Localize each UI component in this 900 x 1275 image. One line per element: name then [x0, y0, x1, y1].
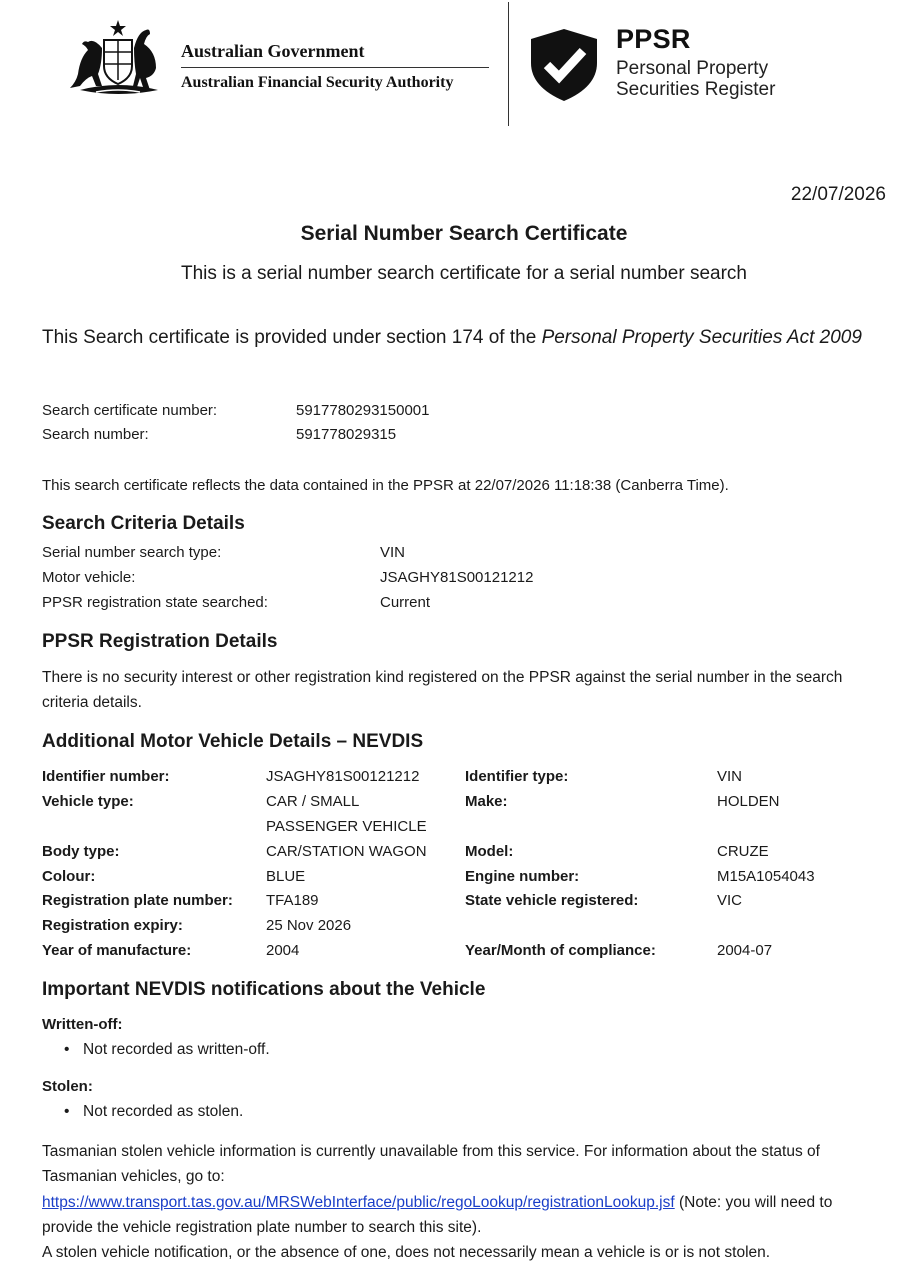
stolen-disclaimer: A stolen vehicle notification, or the absence of one, does not necessarily mean a vehicle is or is not stolen.: [42, 1244, 771, 1261]
certificate-number-label: Search certificate number:: [42, 402, 218, 419]
statute-prefix: This Search certificate is provided under section 174 of the: [42, 327, 542, 348]
stolen-label: Stolen:: [42, 1078, 93, 1095]
vehicle-detail-label: Colour:: [42, 868, 96, 885]
page-title: Serial Number Search Certificate: [300, 222, 628, 245]
coat-of-arms-icon: [66, 18, 170, 103]
vehicle-detail-value: VIN: [717, 768, 743, 785]
vehicle-detail-label: Engine number:: [465, 868, 580, 885]
ppsr-full-name-line1: Personal Property: [616, 58, 769, 79]
vehicle-detail-label: Registration plate number:: [42, 892, 233, 909]
vehicle-detail-label: Registration expiry:: [42, 917, 183, 934]
criteria-label: PPSR registration state searched:: [42, 594, 268, 611]
vehicle-detail-label: Model:: [465, 843, 514, 860]
ppsr-full-name: [616, 58, 775, 100]
tasmania-lookup-link[interactable]: https://www.transport.tas.gov.au/MRSWebInterface/public/regoLookup/registrationLookup.jsf: [42, 1194, 675, 1211]
written-off-label: Written-off:: [42, 1016, 123, 1033]
criteria-value: JSAGHY81S00121212: [380, 569, 534, 586]
header-divider: [508, 2, 509, 126]
certificate-number-value: 5917780293150001: [296, 402, 430, 419]
vehicle-detail-label: Year of manufacture:: [42, 942, 192, 959]
vehicle-detail-value: BLUE: [266, 868, 306, 885]
certificate-date: 22/07/2026: [790, 184, 886, 205]
vehicle-detail-value: CAR/STATION WAGON: [266, 843, 427, 860]
registration-heading: PPSR Registration Details: [42, 631, 278, 652]
vehicle-detail-value: VIC: [717, 892, 743, 909]
vehicle-detail-value: CRUZE: [717, 843, 769, 860]
vehicle-detail-label: Body type:: [42, 843, 120, 860]
criteria-label: Serial number search type:: [42, 544, 222, 561]
tasmania-text: Tasmanian stolen vehicle information is currently unavailable from this service. For information about the status of Tasmanian vehicles, go to:: [42, 1143, 820, 1185]
vehicle-detail-label: Vehicle type:: [42, 793, 134, 810]
vehicle-detail-value: 25 Nov 2026: [266, 917, 352, 934]
vehicle-detail-value: TFA189: [266, 892, 319, 909]
page-subtitle: This is a serial number search certificate for a serial number search: [180, 263, 747, 284]
written-off-list: [42, 1041, 642, 1059]
vehicle-detail-value: PASSENGER VEHICLE: [266, 818, 427, 835]
vehicle-detail-value: 2004: [266, 942, 300, 959]
data-reflection-statement: This search certificate reflects the data contained in the PPSR at 22/07/2026 11:18:38 (Canberra Time).: [42, 477, 729, 494]
shield-check-icon: [527, 27, 601, 108]
vehicle-detail-value: 2004-07: [717, 942, 773, 959]
vehicle-detail-value: HOLDEN: [717, 793, 780, 810]
vehicle-detail-value: CAR / SMALL: [266, 793, 360, 810]
vehicle-detail-label: Make:: [465, 793, 508, 810]
vehicle-detail-label: Identifier number:: [42, 768, 170, 785]
stolen-list: [42, 1103, 642, 1121]
tasmania-note: (Note: you will need to provide the vehicle registration plate number to search this site).: [42, 1194, 833, 1236]
statute-statement: [42, 326, 892, 349]
header-rule: [181, 67, 489, 68]
vehicle-detail-label: Identifier type:: [465, 768, 569, 785]
vehicle-detail-label: Year/Month of compliance:: [465, 942, 656, 959]
criteria-value: Current: [380, 594, 431, 611]
ppsr-acronym: PPSR: [616, 24, 691, 54]
vehicle-detail-value: M15A1054043: [717, 868, 815, 885]
list-item: • Not recorded as stolen.: [42, 1103, 642, 1121]
notifications-heading: Important NEVDIS notifications about the Vehicle: [42, 979, 486, 1000]
criteria-value: VIN: [380, 544, 406, 561]
government-name: Australian Government: [181, 41, 365, 61]
list-item: • Not recorded as written-off.: [42, 1041, 642, 1059]
criteria-label: Motor vehicle:: [42, 569, 136, 586]
nevdis-heading: Additional Motor Vehicle Details – NEVDIS: [42, 731, 424, 752]
vehicle-detail-label: State vehicle registered:: [465, 892, 639, 909]
registration-text: There is no security interest or other registration kind registered on the PPSR against the serial number in the search criteria details.: [42, 669, 843, 711]
vehicle-detail-value: JSAGHY81S00121212: [266, 768, 420, 785]
ppsr-full-name-line2: Securities Register: [616, 79, 776, 100]
search-criteria-heading: Search Criteria Details: [42, 513, 245, 534]
search-number-label: Search number:: [42, 426, 149, 443]
agency-name: Australian Financial Security Authority: [181, 74, 454, 91]
search-number-value: 591778029315: [296, 426, 397, 443]
act-name: Personal Property Securities Act 2009: [541, 327, 862, 348]
tasmania-link-paragraph: [42, 1190, 882, 1240]
